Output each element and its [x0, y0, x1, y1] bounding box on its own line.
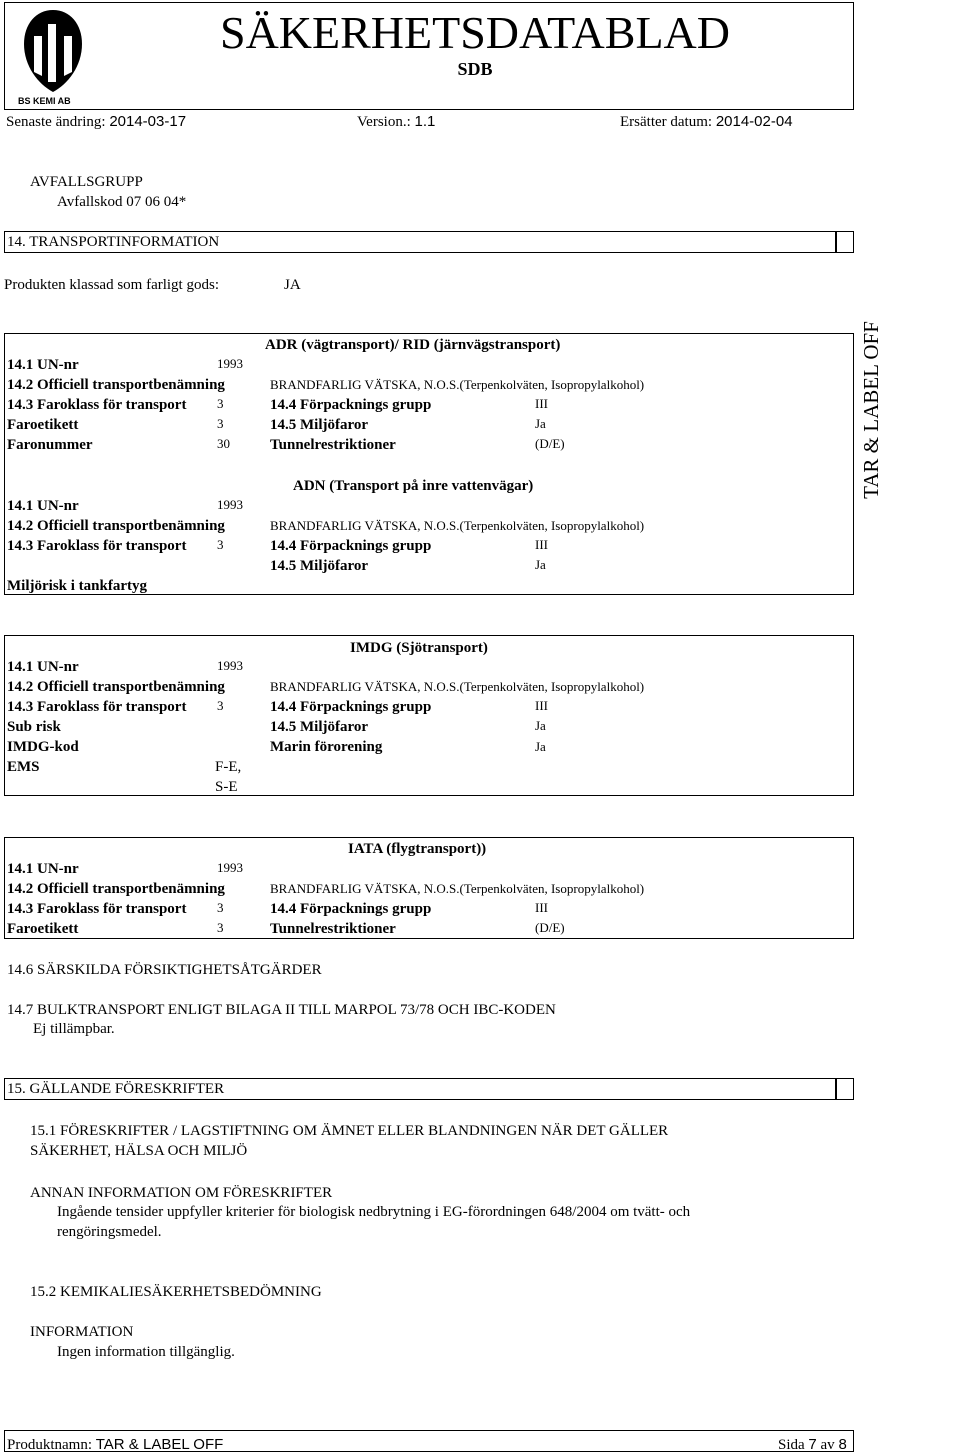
adr-label-value: 3 [217, 416, 224, 431]
adn-packing-label: 14.4 Förpacknings grupp [270, 538, 432, 554]
footer-page-value: 7 [808, 1436, 817, 1453]
replaces-value: 2014-02-04 [715, 113, 793, 130]
imdg-code-label: IMDG-kod [7, 739, 79, 755]
footer-page [778, 1436, 847, 1454]
adn-un-label: 14.1 UN-nr [7, 498, 79, 514]
adr-class-label: 14.3 Faroklass för transport [7, 397, 187, 413]
info-text: Ingen information tillgänglig. [57, 1344, 235, 1360]
iata-class-label: 14.3 Faroklass för transport [7, 901, 187, 917]
iata-tunnel-value: (D/E) [535, 920, 565, 935]
adr-un-label: 14.1 UN-nr [7, 357, 79, 373]
imdg-marine-label: Marin förorening [270, 739, 383, 755]
section14-heading-mark [836, 231, 854, 253]
imdg-env-value: Ja [535, 718, 546, 733]
adn-heading: ADN (Transport på inre vattenvägar) [293, 478, 534, 494]
section14-heading: 14. TRANSPORTINFORMATION [7, 234, 220, 250]
adr-packing-label: 14.4 Förpacknings grupp [270, 397, 432, 413]
footer-page-of: av [820, 1437, 835, 1453]
replaces-label: Ersätter datum: [620, 114, 713, 130]
adr-hazno-value: 30 [217, 436, 230, 451]
other-info-text-1: Ingående tensider uppfyller kriterier för biologisk nedbrytning i EG-förordningen 648/2004 om tvätt- och [57, 1204, 691, 1220]
adr-packing-value: III [535, 396, 548, 411]
section147-text: Ej tillämpbar. [33, 1021, 115, 1037]
company-logo [18, 6, 88, 110]
adn-name-label: 14.2 Officiell transportbenämning [7, 518, 225, 534]
iata-un-value: 1993 [217, 860, 243, 875]
imdg-subrisk-label: Sub risk [7, 719, 61, 735]
adr-env-label: 14.5 Miljöfaror [270, 417, 369, 433]
section151-heading-line2: SÄKERHET, HÄLSA OCH MILJÖ [30, 1143, 248, 1159]
imdg-class-value: 3 [217, 698, 224, 713]
replaces-date [620, 113, 793, 131]
iata-tunnel-label: Tunnelrestriktioner [270, 921, 396, 937]
adr-adn-box [4, 333, 854, 595]
iata-packing-value: III [535, 900, 548, 915]
imdg-un-label: 14.1 UN-nr [7, 659, 79, 675]
imdg-class-label: 14.3 Faroklass för transport [7, 699, 187, 715]
iata-label-label: Faroetikett [7, 921, 79, 937]
adn-class-value: 3 [217, 537, 224, 552]
waste-code: Avfallskod 07 06 04* [57, 194, 187, 210]
adr-hazno-label: Faronummer [7, 437, 93, 453]
adn-tanker-label: Miljörisk i tankfartyg [7, 578, 147, 594]
adn-un-value: 1993 [217, 497, 243, 512]
imdg-ems-value-2: S-E [215, 779, 238, 795]
adr-heading: ADR (vägtransport)/ RID (järnvägstransport) [265, 337, 561, 353]
adr-name-label: 14.2 Officiell transportbenämning [7, 377, 225, 393]
section146-heading: 14.6 SÄRSKILDA FÖRSIKTIGHETSÅTGÄRDER [7, 962, 322, 978]
iata-label-value: 3 [217, 920, 224, 935]
imdg-ems-value-1: F-E, [215, 759, 242, 775]
imdg-packing-label: 14.4 Förpacknings grupp [270, 699, 432, 715]
adr-name-value: BRANDFARLIG VÄTSKA, N.O.S.(Terpenkolväten, Isopropylalkohol) [270, 377, 645, 392]
last-changed-label: Senaste ändring: [6, 114, 106, 130]
version-value: 1.1 [414, 113, 436, 130]
adr-label-label: Faroetikett [7, 417, 79, 433]
adn-packing-value: III [535, 537, 548, 552]
imdg-ems-label: EMS [7, 759, 40, 775]
footer-product-label: Produktnamn: [7, 1437, 92, 1453]
adn-env-value: Ja [535, 557, 546, 572]
document-title: SÄKERHETSDATABLAD [220, 7, 730, 58]
adr-tunnel-label: Tunnelrestriktioner [270, 437, 396, 453]
adn-env-label: 14.5 Miljöfaror [270, 558, 369, 574]
imdg-heading: IMDG (Sjötransport) [350, 640, 488, 656]
adr-un-value: 1993 [217, 356, 243, 371]
footer-product-value: TAR & LABEL OFF [95, 1436, 224, 1453]
imdg-env-label: 14.5 Miljöfaror [270, 719, 369, 735]
side-product-label: TAR & LABEL OFF [859, 321, 883, 499]
adr-class-value: 3 [217, 396, 224, 411]
info-heading: INFORMATION [30, 1324, 134, 1340]
last-changed-value: 2014-03-17 [109, 113, 187, 130]
version [357, 113, 435, 131]
adr-env-value: Ja [535, 416, 546, 431]
section15-heading: 15. GÄLLANDE FÖRESKRIFTER [7, 1081, 225, 1097]
imdg-un-value: 1993 [217, 658, 243, 673]
section147-heading: 14.7 BULKTRANSPORT ENLIGT BILAGA II TILL MARPOL 73/78 OCH IBC-KODEN [7, 1002, 556, 1018]
imdg-name-label: 14.2 Officiell transportbenämning [7, 679, 225, 695]
footer-page-label: Sida [778, 1437, 805, 1453]
iata-heading: IATA (flygtransport)) [348, 841, 487, 857]
adn-name-value: BRANDFARLIG VÄTSKA, N.O.S.(Terpenkolväten, Isopropylalkohol) [270, 518, 645, 533]
other-info-heading: ANNAN INFORMATION OM FÖRESKRIFTER [30, 1185, 333, 1201]
logo-icon [18, 6, 88, 110]
section151-heading-line1: 15.1 FÖRESKRIFTER / LAGSTIFTNING OM ÄMNET ELLER BLANDNINGEN NÄR DET GÄLLER [30, 1123, 669, 1139]
iata-name-label: 14.2 Officiell transportbenämning [7, 881, 225, 897]
iata-packing-label: 14.4 Förpacknings grupp [270, 901, 432, 917]
version-label: Version.: [357, 114, 411, 130]
imdg-packing-value: III [535, 698, 548, 713]
dangerous-goods-label: Produkten klassad som farligt gods: [4, 277, 219, 293]
section15-heading-mark [836, 1078, 854, 1100]
adr-tunnel-value: (D/E) [535, 436, 565, 451]
section152-heading: 15.2 KEMIKALIESÄKERHETSBEDÖMNING [30, 1284, 322, 1300]
dangerous-goods-value: JA [284, 277, 301, 293]
iata-un-label: 14.1 UN-nr [7, 861, 79, 877]
footer-page-total: 8 [838, 1436, 847, 1453]
adn-class-label: 14.3 Faroklass för transport [7, 538, 187, 554]
other-info-text-2: rengöringsmedel. [57, 1224, 162, 1240]
waste-heading: AVFALLSGRUPP [30, 174, 143, 190]
imdg-name-value: BRANDFARLIG VÄTSKA, N.O.S.(Terpenkolväten, Isopropylalkohol) [270, 679, 645, 694]
logo-text: BS KEMI AB [18, 96, 71, 106]
imdg-marine-value: Ja [535, 739, 546, 754]
iata-class-value: 3 [217, 900, 224, 915]
document-subtitle: SDB [457, 59, 493, 79]
last-changed [6, 113, 186, 131]
iata-name-value: BRANDFARLIG VÄTSKA, N.O.S.(Terpenkolväten, Isopropylalkohol) [270, 881, 645, 896]
footer-product [7, 1436, 223, 1454]
